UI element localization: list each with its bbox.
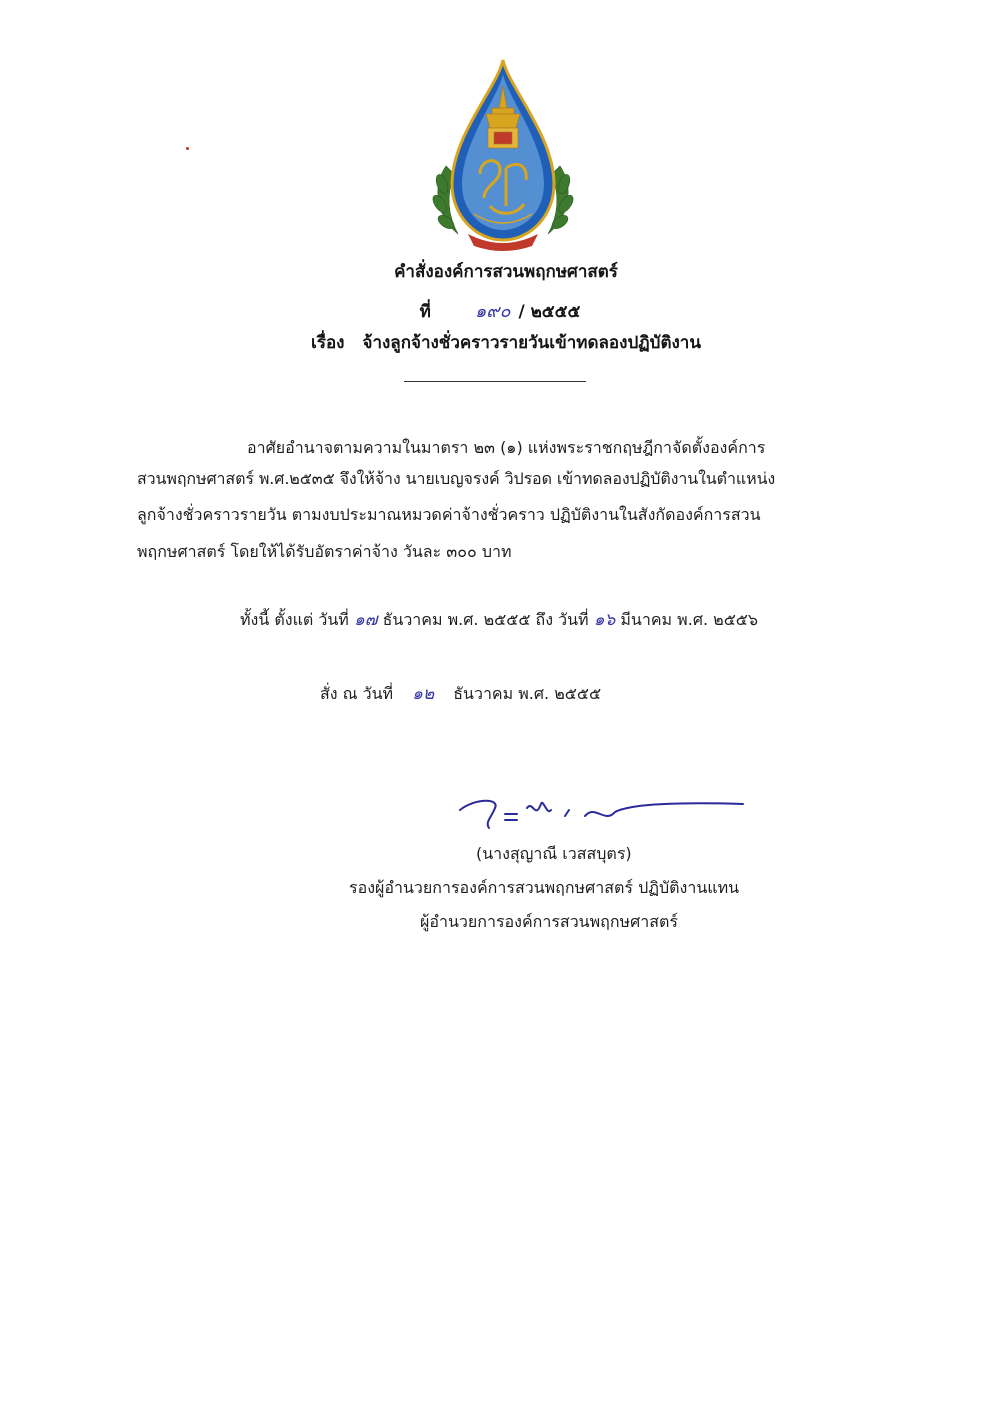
order-date-day: ๑๒: [412, 684, 435, 704]
period-start-day: ๑๗: [353, 610, 378, 630]
para1-line-3: ลูกจ้างชั่วคราวรายวัน ตามงบประมาณหมวดค่าจ้างชั่วคราว ปฏิบัติงานในสังกัดองค์การสวน: [137, 505, 761, 524]
period-line: [240, 606, 758, 633]
order-number-year: / ๒๕๕๕: [518, 302, 581, 322]
order-subject: [6, 329, 1000, 356]
order-date-rest: ธันวาคม พ.ศ. ๒๕๕๕: [453, 684, 602, 703]
handwritten-signature: [455, 790, 755, 830]
subject-label: เรื่อง: [311, 333, 345, 353]
subject-text: จ้างลูกจ้างชั่วคราวรายวันเข้าทดลองปฏิบัติงาน: [362, 333, 701, 353]
order-number-value: ๑๙๐: [474, 301, 511, 322]
order-date-line: [320, 680, 601, 707]
signer-position-2: ผู้อำนวยการองค์การสวนพฤกษศาสตร์: [420, 912, 678, 931]
order-number-label: ที่: [419, 302, 431, 322]
stray-mark: [186, 147, 189, 150]
order-number: [0, 296, 1000, 325]
period-start-rest: ธันวาคม พ.ศ. ๒๕๕๕ ถึง วันที่: [382, 610, 589, 629]
order-title: คำสั่งองค์การสวนพฤกษศาสตร์: [394, 262, 618, 282]
header-divider: [404, 381, 586, 382]
signer-name: (นางสุญาณี เวสสบุตร): [476, 844, 632, 863]
period-end-rest: มีนาคม พ.ศ. ๒๕๕๖: [620, 610, 759, 629]
order-date-prefix: สั่ง ณ วันที่: [320, 684, 394, 703]
period-prefix: ทั้งนี้ ตั้งแต่ วันที่: [240, 610, 349, 629]
signer-position-1: รองผู้อำนวยการองค์การสวนพฤกษศาสตร์ ปฏิบัติงานแทน: [349, 878, 740, 897]
para1-line-4: พฤกษศาสตร์ โดยให้ได้รับอัตราค่าจ้าง วันละ ๓๐๐ บาท: [137, 542, 512, 561]
para1-line-2: สวนพฤกษศาสตร์ พ.ศ.๒๕๓๕ จึงให้จ้าง นายเบญจรงค์ วิปรอด เข้าทดลองปฏิบัติงานในตำแหน่ง: [137, 469, 776, 488]
period-end-day: ๑๖: [593, 610, 616, 630]
agency-emblem-icon: [428, 56, 578, 256]
para1-line-1: อาศัยอำนาจตามความในมาตรา ๒๓ (๑) แห่งพระราชกฤษฎีกาจัดตั้งองค์การ: [247, 438, 766, 457]
